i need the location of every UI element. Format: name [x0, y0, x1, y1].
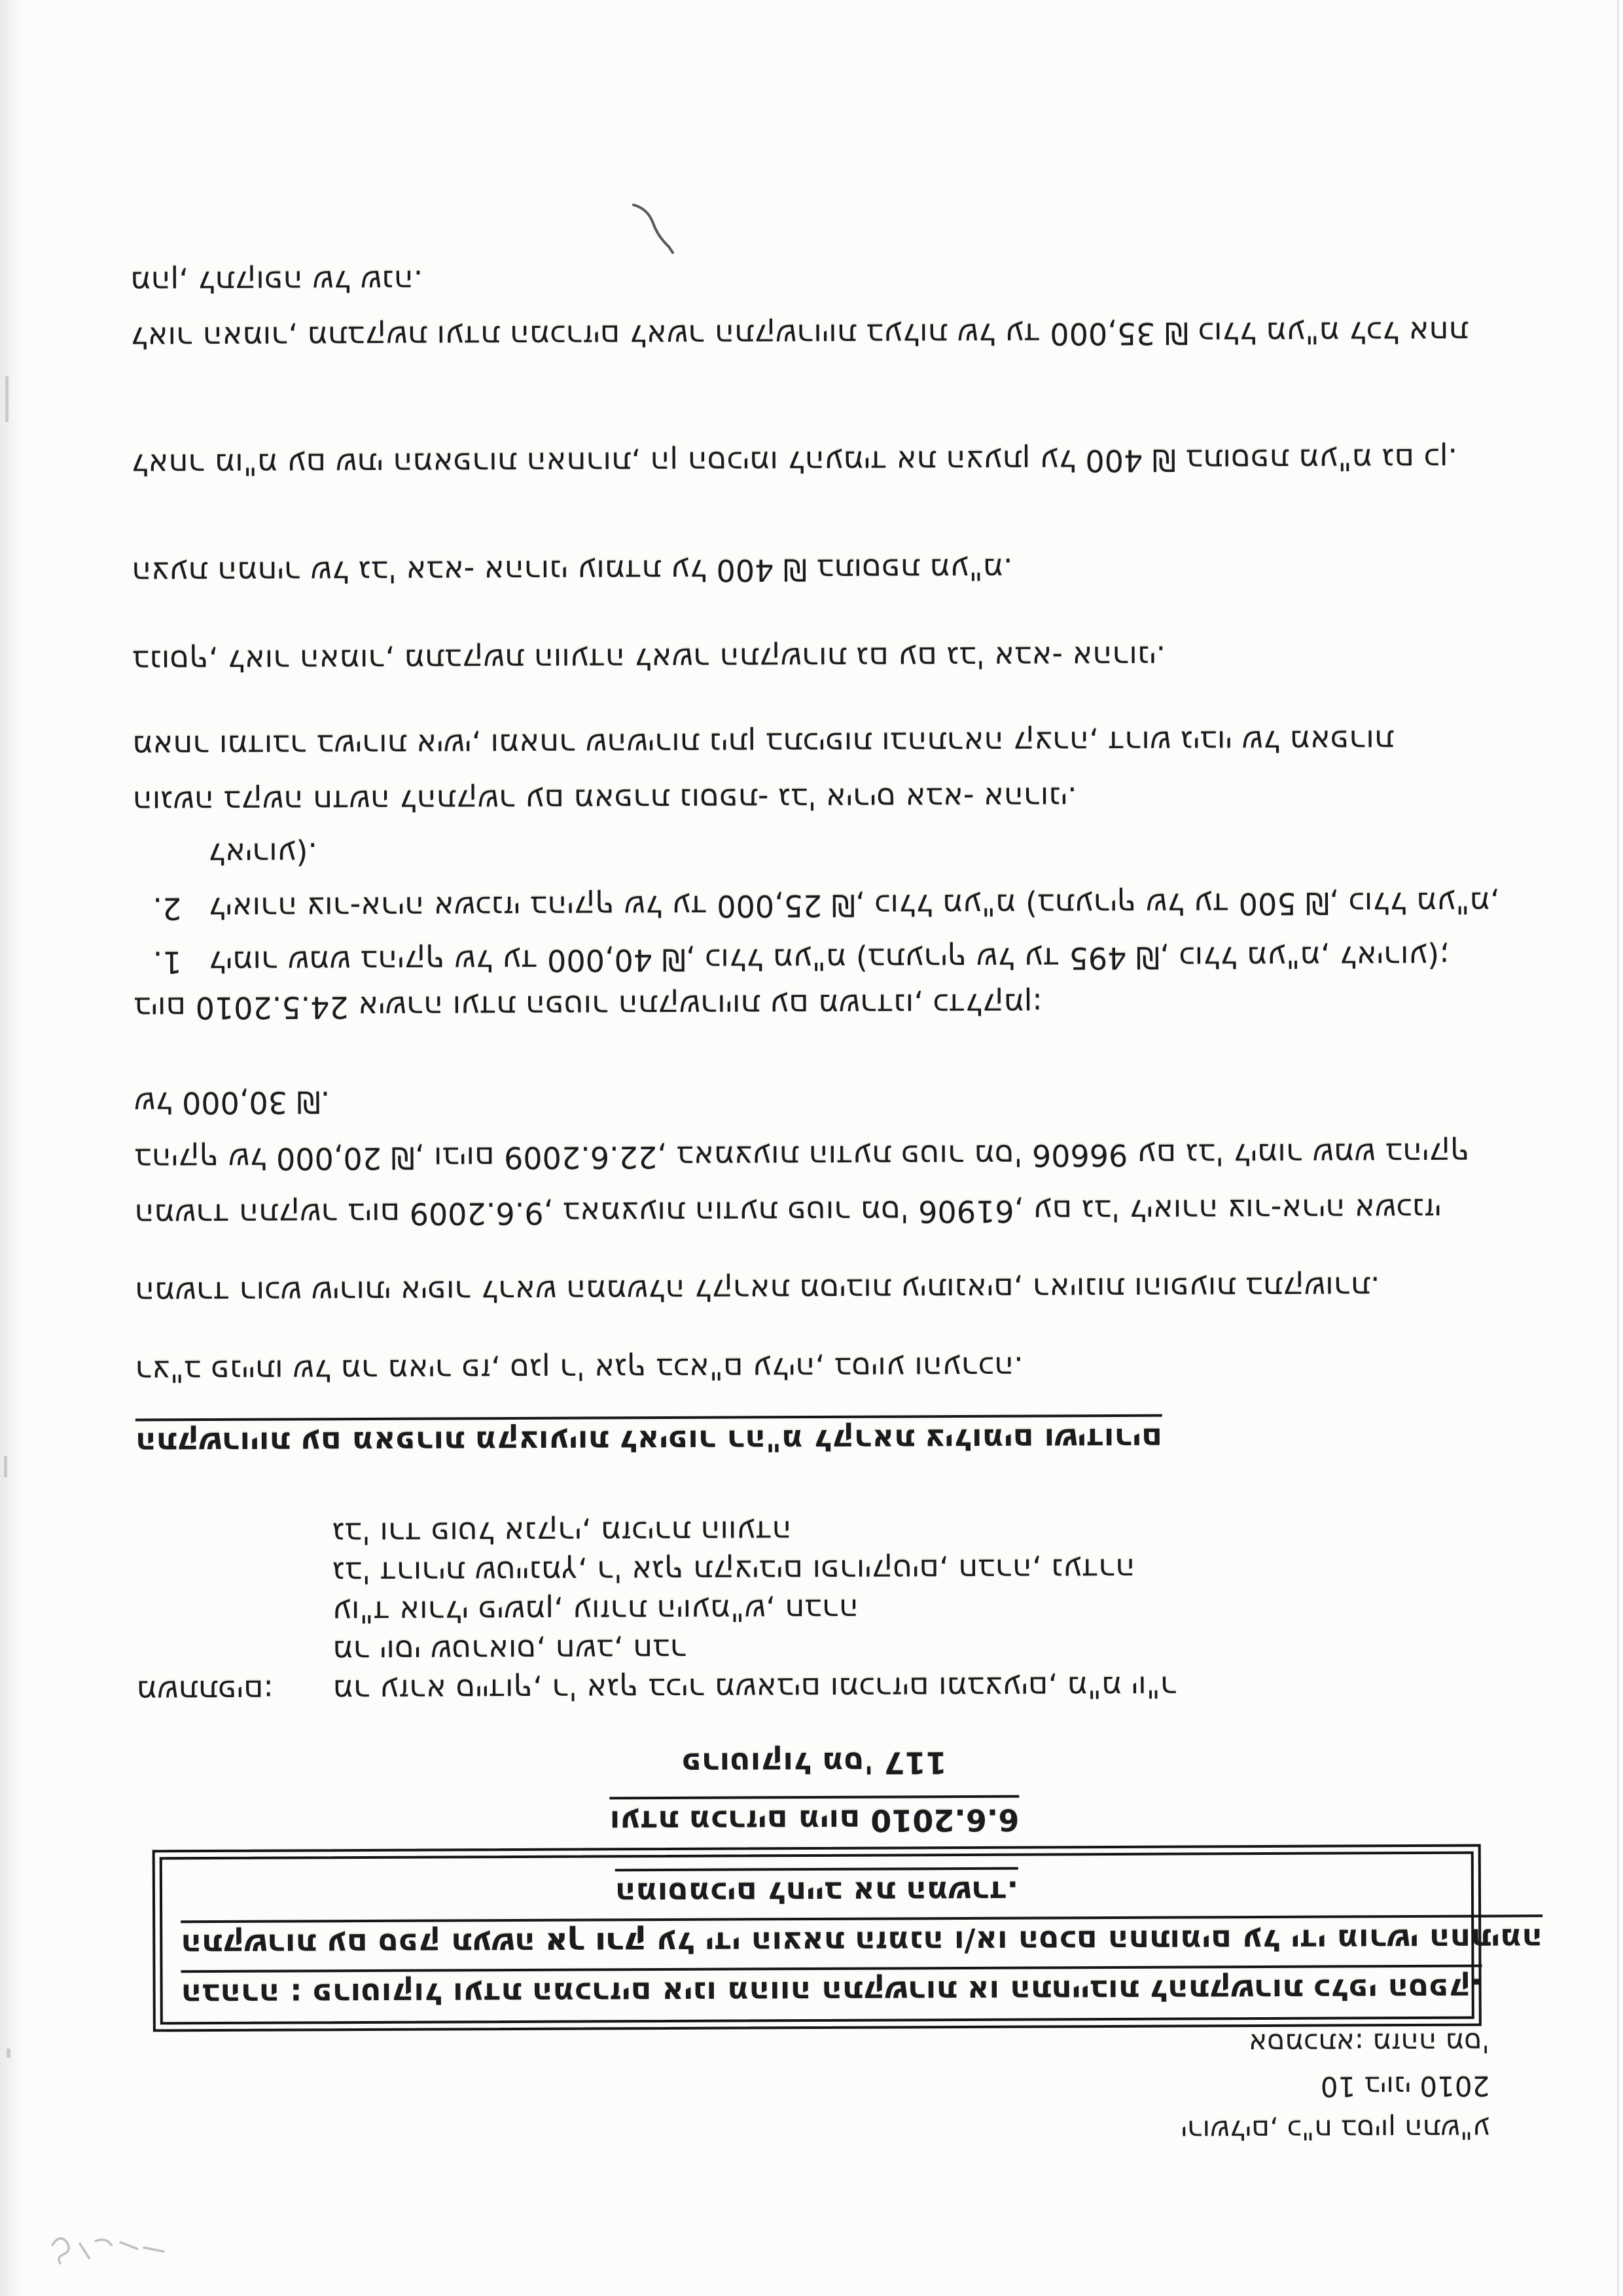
list-item-number: 2.: [152, 890, 182, 926]
paragraph-justification: מאחר ומדובר בשירות אישי, ומאחר שהשירות ניתן בתכיפות ובהתראה קצרה, דרוש גיבוי של מאפרות: [132, 723, 1395, 764]
participant-row: [136, 1669, 1534, 1710]
disclaimer-line-1: הבהרה : פרוטוקול ועדת המכרזים אינו מהווה התקשרות או התחייבות להתקשרות כלפי הספק.: [181, 1973, 1454, 2011]
list-item-number: 1.: [152, 944, 182, 980]
list-item-text: לימור שמש בהיקף של עד 40,000 ₪, כולל מע"מ (בתעריף של עד 495 ₪, כולל מע"מ, לאירוע);: [208, 939, 1450, 980]
disclaimer-line-2: התקשרות עם ספק תעשה אך ורק על ידי הוצאת הזמנה ו/או הסכם החתומים על ידי מורשי החתימה: [181, 1924, 1453, 1962]
scanner-edge-line: [1617, 0, 1619, 2296]
disclaimer-line-3: המוסמכים לחייב את המשרד.: [181, 1874, 1453, 1912]
paragraph-negotiation: לאחר מו"מ עם שתי המאפרות האחרות, הן הסכימו להעמיד את הצעתן על 400 ₪ בתוספת מע"מ גם כן.: [131, 441, 1458, 483]
paragraph-final-request: לאור האמור, מתבקשת ועדת המכרזים לאשר התקשרויות בעלות של עד 35,000 ₪ כולל מע"מ לכל אחת מהן, לתקופה של שנה.: [130, 263, 1469, 356]
list-item: [134, 939, 1537, 980]
list-item-text: ליאורה צור-אריה אשכנזי בהיקף של עד 25,000 ₪, כולל מע"מ (בתעריף של עד 500 ₪, כולל מע"מ, לאירוע).: [207, 836, 1500, 926]
committee-meeting-title: ועדת מכרזים מיום 6.6.2010: [3, 1800, 1623, 1841]
participant-row: [136, 1551, 1533, 1591]
only-emphasis: אך ורק: [545, 1926, 647, 1962]
paragraph-approval-intro: ביום 24.5.2010 אישרה ועדת הפטור התקשרויות עם משרדנו, כדלקמן:: [133, 986, 1043, 1026]
paragraph-additional-approval: בנוסף, לאור האמור, מתבקשת הוועדה לאשר התקשרות גם עם גב' אבא- אהרוני.: [132, 639, 1166, 679]
letterhead-city-date: ירושלים, כ"ח בסיון התש"ע: [1181, 2113, 1490, 2147]
letterhead-reference: אסמכתא: מזהה מס': [1248, 2026, 1490, 2060]
paragraph-attached-request: רצ"ב פנייתו של מר מאיר פז, סגן ר' אגף בכא"ם עליה, בסיוע והערכה.: [135, 1350, 1024, 1390]
paragraph-new-request: הוגשה בקשה חדשה להתקשר עם מאפרת נוספת- גב' איריס אבא- אהרוני.: [132, 780, 1077, 820]
scanner-edge-shadow: [0, 0, 22, 2296]
edge-smudge: [4, 1456, 7, 1477]
protocol-number: פרוטוקול מס' 117: [681, 1745, 947, 1782]
participant-row: [136, 1630, 1533, 1670]
subject-heading: התקשרויות עם מאפרות מקצועיות לאיפור רה"מ לקראת צילומים ושידורים: [135, 1422, 1162, 1460]
pencil-scribble-icon: [46, 2219, 177, 2278]
paragraph-price-quote: הצעת המחיר של גב' אבא- אהרוני עומדת על 400 ₪ בתוספת מע"מ.: [132, 551, 1013, 591]
letterhead: [1181, 2020, 1490, 2151]
edge-smudge: [5, 376, 9, 422]
participant-name: עו"ד אורלי פישמן, עוזרת היועמ"ש, חברה: [332, 1592, 859, 1630]
pen-mark-icon: [628, 200, 681, 259]
participant-row: [135, 1513, 1533, 1552]
participants-list: [135, 1504, 1533, 1710]
edge-smudge: [7, 2049, 10, 2058]
disclaimer-box: [152, 1844, 1543, 2032]
disclaimer-box-inner: [160, 1852, 1543, 2025]
participant-row: [136, 1591, 1533, 1628]
participant-name: מר עזרא סיידוף, ר' אגף בכיר משאבים ומכרזים ומבצעים, מ"מ יו"ר: [332, 1669, 1177, 1709]
approved-engagements-list: [133, 792, 1537, 980]
participant-name: מר יוסי שטראוס, חשב, חבר: [332, 1632, 687, 1670]
participant-name: גב' דרורית שטיינמץ, ר' אגף תקציבים ופרויקטים, חברה, נעדרה: [332, 1551, 1135, 1591]
paragraph-service-description: המשרד רוכש שירותי איפור לראש הממשלה לקראת מסיבות עיתונאים, ראיונות והופעות בתקשורת.: [134, 1270, 1380, 1311]
participants-label: משתתפים:: [136, 1673, 274, 1710]
participant-name: גב' ורד פוטל אנקרי, מזכירת הוועדה: [332, 1514, 792, 1552]
list-item: [133, 812, 1537, 925]
paragraph-previous-engagements: המשרד התקשר ביום 9.6.2009, באמצעות הודעת פטור מס' 61906, עם גב' ליאורה צור-אריה אשכנזי בהיקף של 20,000 ₪, וביום 22.6.2009, באמצעות הודעת פטור מס' 96606 עם גב' לימור שמש בהיקף של 30,000 ₪.: [134, 1085, 1470, 1233]
letterhead-date: 10 ביוני 2010: [1320, 2070, 1490, 2103]
